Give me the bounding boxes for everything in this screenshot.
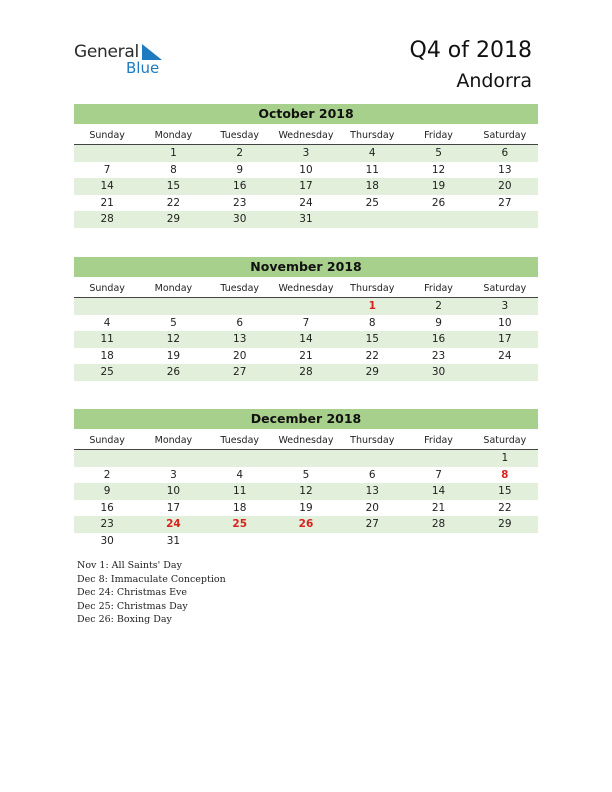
week-row — [74, 500, 538, 517]
day-cell: 4 — [368, 147, 376, 159]
day-cell: 15 — [498, 485, 512, 498]
day-cell: 24 — [299, 196, 313, 209]
day-cell: 18 — [233, 501, 247, 514]
weekday-label: Sunday — [89, 435, 125, 446]
logo-flag-icon — [142, 44, 162, 60]
day-cell — [339, 211, 405, 228]
day-cell: 4 — [236, 468, 244, 481]
day-cell: 5 — [435, 147, 442, 159]
weekday-label: Friday — [424, 130, 453, 141]
day-cell: 7 — [103, 163, 111, 176]
day-cell — [405, 533, 471, 550]
holiday-entry: Dec 24: Christmas Eve — [77, 587, 188, 599]
day-cell: 12 — [431, 163, 446, 176]
month-title: November 2018 — [74, 257, 538, 277]
day-cell: 15 — [166, 180, 181, 193]
day-cell: 14 — [299, 333, 313, 346]
day-cell: 16 — [233, 180, 247, 193]
day-cell: 13 — [233, 333, 247, 346]
weekday-label: Wednesday — [278, 435, 334, 446]
page-title: Q4 of 2018 — [409, 38, 532, 63]
day-cell: 30 — [233, 213, 247, 226]
weekday-header-row — [74, 280, 538, 298]
week-row — [74, 315, 538, 332]
weekday-label: Thursday — [350, 130, 395, 141]
day-cell: 8 — [170, 163, 177, 176]
holiday-day-cell: 26 — [298, 518, 314, 531]
week-row — [74, 516, 538, 533]
week-row — [74, 162, 538, 179]
day-cell — [140, 450, 206, 467]
day-cell: 27 — [233, 366, 247, 379]
generalblue-logo — [74, 42, 174, 82]
week-row — [74, 195, 538, 212]
day-cell: 18 — [365, 180, 379, 193]
day-cell — [74, 145, 140, 162]
day-cell — [472, 211, 538, 228]
day-cell: 31 — [299, 213, 313, 226]
month-title: December 2018 — [74, 409, 538, 429]
holiday-list — [77, 559, 226, 627]
day-cell: 10 — [498, 316, 512, 329]
day-cell — [405, 211, 471, 228]
day-cell: 2 — [236, 147, 244, 159]
day-cell: 2 — [435, 300, 442, 312]
day-cell: 10 — [166, 485, 181, 498]
week-row — [74, 145, 538, 162]
day-cell: 19 — [166, 349, 181, 362]
day-cell: 27 — [365, 518, 379, 531]
day-cell — [339, 450, 405, 467]
day-cell: 25 — [100, 366, 114, 379]
day-cell — [339, 533, 405, 550]
day-cell — [207, 450, 273, 467]
holiday-entry: Dec 8: Immaculate Conception — [77, 573, 226, 585]
day-cell: 23 — [233, 196, 247, 209]
day-cell: 11 — [365, 163, 379, 176]
day-cell — [207, 533, 273, 550]
day-cell: 25 — [365, 196, 379, 209]
day-cell: 21 — [100, 196, 114, 209]
day-cell: 26 — [431, 196, 446, 209]
day-cell — [207, 298, 273, 315]
day-cell: 30 — [431, 366, 446, 379]
week-row — [74, 348, 538, 365]
holiday-day-cell: 8 — [501, 468, 509, 481]
day-cell: 22 — [365, 349, 379, 362]
week-row — [74, 298, 538, 315]
weekday-label: Tuesday — [220, 435, 260, 446]
day-cell: 2 — [103, 468, 111, 481]
day-cell: 6 — [501, 147, 509, 159]
day-cell: 28 — [299, 366, 313, 379]
day-cell — [273, 533, 339, 550]
month-december — [74, 409, 538, 550]
day-cell: 5 — [170, 316, 177, 329]
month-october — [74, 104, 538, 228]
holiday-day-cell: 24 — [166, 518, 181, 531]
weekday-label: Friday — [424, 435, 453, 446]
weekday-label: Sunday — [89, 130, 125, 141]
day-cell: 29 — [166, 213, 181, 226]
day-cell: 19 — [431, 180, 446, 193]
month-title: October 2018 — [74, 104, 538, 124]
day-cell: 17 — [498, 333, 512, 346]
week-row — [74, 533, 538, 550]
day-cell: 17 — [299, 180, 313, 193]
weekday-header-row — [74, 127, 538, 145]
day-cell: 11 — [233, 485, 247, 498]
day-cell: 28 — [431, 518, 446, 531]
day-cell: 29 — [498, 518, 512, 531]
week-row — [74, 211, 538, 228]
day-cell: 1 — [501, 452, 509, 464]
weekday-label: Monday — [154, 435, 193, 446]
weekday-label: Saturday — [483, 435, 527, 446]
day-cell: 22 — [166, 196, 181, 209]
weekday-label: Monday — [154, 130, 193, 141]
day-cell: 11 — [100, 333, 114, 346]
day-cell: 9 — [435, 316, 442, 329]
day-cell: 3 — [302, 147, 310, 159]
day-cell: 16 — [431, 333, 446, 346]
day-cell: 24 — [498, 349, 512, 362]
day-cell: 20 — [498, 180, 512, 193]
day-cell: 23 — [431, 349, 446, 362]
week-row — [74, 364, 538, 381]
day-cell: 3 — [170, 468, 177, 481]
day-cell: 6 — [368, 468, 376, 481]
day-cell: 31 — [166, 534, 181, 547]
day-cell: 1 — [170, 147, 177, 159]
week-row — [74, 467, 538, 484]
day-cell: 20 — [365, 501, 379, 514]
holiday-entry: Dec 25: Christmas Day — [77, 600, 188, 612]
day-cell — [273, 298, 339, 315]
weekday-label: Tuesday — [220, 283, 260, 294]
month-november — [74, 257, 538, 381]
day-cell: 19 — [299, 501, 313, 514]
logo-text-blue: Blue — [126, 59, 160, 77]
day-cell: 30 — [100, 534, 114, 547]
day-cell: 26 — [166, 366, 181, 379]
day-cell: 18 — [100, 349, 114, 362]
day-cell: 3 — [501, 300, 509, 312]
day-cell — [472, 364, 538, 381]
day-cell: 15 — [365, 333, 379, 346]
holiday-day-cell: 25 — [232, 518, 248, 531]
weekday-label: Thursday — [350, 435, 395, 446]
day-cell: 14 — [100, 180, 114, 193]
weekday-label: Wednesday — [278, 283, 334, 294]
weekday-label: Saturday — [483, 283, 527, 294]
holiday-day-cell: 1 — [368, 300, 376, 312]
day-cell: 6 — [236, 316, 244, 329]
day-cell: 10 — [299, 163, 313, 176]
day-cell: 28 — [100, 213, 114, 226]
day-cell: 27 — [498, 196, 512, 209]
day-cell: 22 — [498, 501, 512, 514]
country-name: Andorra — [456, 70, 532, 92]
day-cell: 4 — [103, 316, 111, 329]
day-cell: 20 — [233, 349, 247, 362]
day-cell: 29 — [365, 366, 379, 379]
day-cell — [74, 298, 140, 315]
day-cell — [140, 298, 206, 315]
day-cell: 12 — [299, 485, 313, 498]
day-cell: 9 — [103, 485, 111, 498]
day-cell — [405, 450, 471, 467]
weekday-label: Wednesday — [278, 130, 334, 141]
weekday-label: Monday — [154, 283, 193, 294]
day-cell — [472, 533, 538, 550]
weekday-label: Tuesday — [220, 130, 260, 141]
day-cell: 13 — [498, 163, 512, 176]
day-cell: 12 — [166, 333, 181, 346]
day-cell: 9 — [236, 163, 244, 176]
day-cell — [74, 450, 140, 467]
holiday-entry: Dec 26: Boxing Day — [77, 614, 172, 626]
logo-text-general: General — [74, 42, 139, 62]
weekday-label: Saturday — [483, 130, 527, 141]
day-cell: 13 — [365, 485, 379, 498]
week-row — [74, 331, 538, 348]
day-cell: 21 — [299, 349, 313, 362]
day-cell: 21 — [431, 501, 446, 514]
day-cell: 5 — [302, 468, 310, 481]
day-cell: 14 — [431, 485, 446, 498]
holiday-entry: Nov 1: All Saints' Day — [77, 560, 182, 571]
weekday-label: Friday — [424, 283, 453, 294]
week-row — [74, 483, 538, 500]
day-cell: 8 — [368, 316, 376, 329]
day-cell: 7 — [302, 316, 310, 329]
weekday-label: Thursday — [350, 283, 395, 294]
week-row — [74, 450, 538, 467]
week-row — [74, 178, 538, 195]
weekday-header-row — [74, 432, 538, 450]
day-cell — [273, 450, 339, 467]
day-cell: 17 — [166, 501, 181, 514]
day-cell: 23 — [100, 518, 114, 531]
day-cell: 16 — [100, 501, 114, 514]
weekday-label: Sunday — [89, 283, 125, 294]
day-cell: 7 — [435, 468, 442, 481]
